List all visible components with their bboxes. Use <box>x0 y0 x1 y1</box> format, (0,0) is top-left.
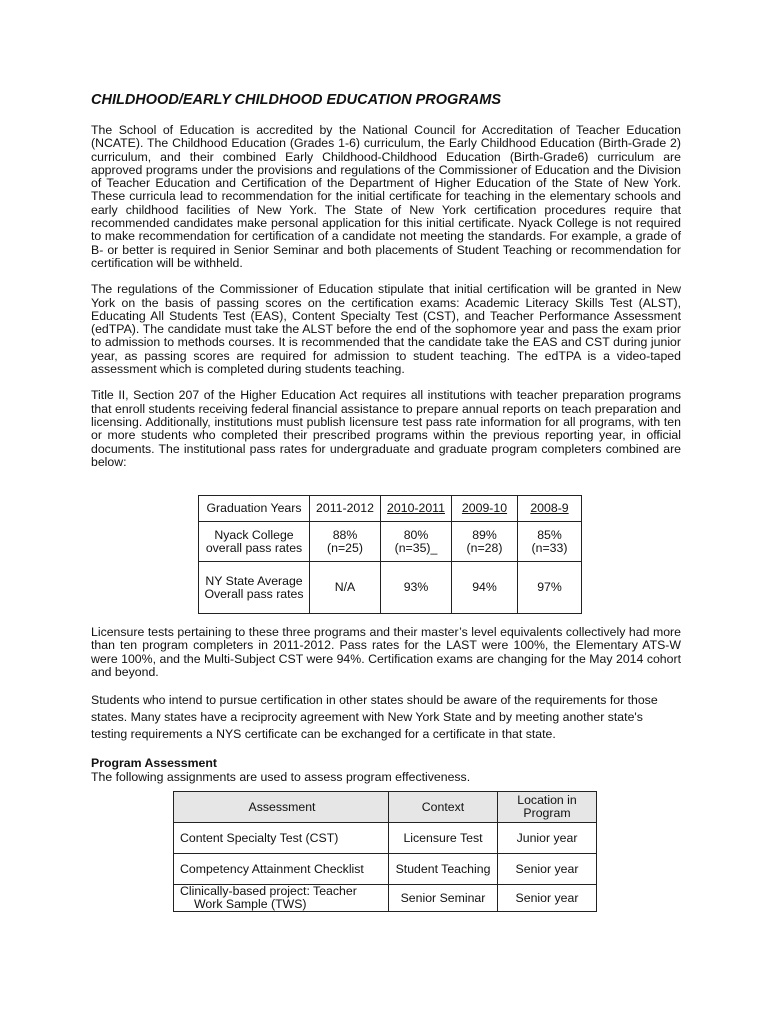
year-2009-10: 2009-10 <box>452 496 518 522</box>
state-rate: 94% <box>452 562 518 614</box>
pass-rates-header-row <box>199 496 582 522</box>
nyack-count: (n=28) <box>466 540 503 555</box>
page-title: CHILDHOOD/EARLY CHILDHOOD EDUCATION PROGRAMS <box>91 92 502 108</box>
assessment-context: Student Teaching <box>389 854 498 885</box>
state-rate: 93% <box>381 562 452 614</box>
assessment-header-row <box>174 792 597 823</box>
location-column-header: Location in Program <box>498 792 597 823</box>
table-row <box>174 823 597 854</box>
licensure-paragraph: Licensure tests pertaining to these three programs and their master’s level equivalents collectively had more than ten program completers in 2011-2012. Pass rates for the LAST were 100%, the Elementary ATS-W were 100%, and the Multi-Subject CST were 94%. Certification exams are changing for the May 2014 cohort and beyond. <box>91 625 681 679</box>
nyack-rate-cell <box>381 522 452 562</box>
assessment-location: Junior year <box>498 823 597 854</box>
table-row <box>174 854 597 885</box>
nyack-label: Nyack College overall pass rates <box>199 522 310 562</box>
assessment-column-header: Assessment <box>174 792 389 823</box>
program-assessment-table <box>173 791 597 912</box>
nyack-count: (n=25) <box>327 540 363 555</box>
after-table-section <box>91 626 681 784</box>
state-rate: 97% <box>518 562 582 614</box>
assessment-location: Senior year <box>498 854 597 885</box>
assessment-context: Licensure Test <box>389 823 498 854</box>
nyack-count: (n=35)_ <box>394 540 438 555</box>
graduation-years-label: Graduation Years <box>199 496 310 522</box>
table-row <box>174 885 597 912</box>
nyack-rate-cell <box>452 522 518 562</box>
nyack-rate: 85% <box>537 527 562 542</box>
assessment-name <box>174 885 389 912</box>
nyack-rate: 89% <box>472 527 497 542</box>
state-label: NY State Average Overall pass rates <box>199 562 310 614</box>
year-2011-2012: 2011-2012 <box>310 496 381 522</box>
assessment-context: Senior Seminar <box>389 885 498 912</box>
certification-exams-paragraph: The regulations of the Commissioner of Education stipulate that initial certification will be granted in New York on the basis of passing scores on the certification exams: Academic Literacy Skills Test (ALST), Educating All Students Test (EAS), Content Specialty Test (CST), and Teacher Performance Assessment (edTPA). The candidate must take the ALST before the end of the sophomore year and pass the exam prior to admission to methods courses. It is recommended that the candidate take the EAS and CST during junior year, as passing scores are required for admission to student teaching. The edTPA is a video-taped assessment which is completed during students teaching. <box>91 282 681 377</box>
other-states-paragraph: Students who intend to pursue certification in other states should be aware of the requirements for those states. Many states have a reciprocity agreement with New York State and by meeting another state's testing requirements a NYS certificate can be exchanged for a certificate in that state. <box>91 693 658 742</box>
nyack-rate: 80% <box>403 527 429 542</box>
nyack-rate-cell <box>518 522 582 562</box>
accreditation-paragraph: The School of Education is accredited by the National Council for Accreditation of Teacher Education (NCATE). The Childhood Education (Grades 1-6) curriculum, the Early Childhood Education (Birth-Grade 2) curriculum, and their combined Early Childhood-Childhood Education (Birth-Grade6) curriculum are approved programs under the provisions and regulations of the Commissioner of Education and the Division of Teacher Education and Certification of the Department of Higher Education of the State of New York. These curricula lead to recommendation for the initial certificate for teaching in the elementary schools and early childhood facilities of New York. The State of New York certification procedures require that recommended candidates make personal application for this initial certificate. Nyack College is not required to make recommendation for certification of a candidate not meeting the standards. For example, a grade of B- or better is required in Senior Seminar and both placements of Student Teaching or recommendation for certification will be withheld. <box>91 123 681 270</box>
assessment-name: Competency Attainment Checklist <box>174 854 389 885</box>
pass-rates-table <box>198 495 582 614</box>
state-rate: N/A <box>310 562 381 614</box>
nyack-rate: 88% <box>332 527 358 542</box>
state-pass-rates-row <box>199 562 582 614</box>
document-body <box>91 92 681 482</box>
assessment-name-line1: Clinically-based project: Teacher <box>180 884 357 898</box>
assessment-name-line2: Work Sample (TWS) <box>194 897 307 911</box>
assessment-name: Content Specialty Test (CST) <box>174 823 389 854</box>
year-2008-9: 2008-9 <box>518 496 582 522</box>
nyack-pass-rates-row <box>199 522 582 562</box>
nyack-rate-cell <box>310 522 381 562</box>
assessment-location: Senior year <box>498 885 597 912</box>
program-assessment-intro: The following assignments are used to assess program effectiveness. <box>91 770 471 785</box>
year-2010-2011: 2010-2011 <box>381 496 452 522</box>
program-assessment-heading: Program Assessment <box>91 756 217 771</box>
title-ii-paragraph: Title II, Section 207 of the Higher Education Act requires all institutions with teacher preparation programs that enroll students receiving federal financial assistance to prepare annual reports on teach preparation and licensing. Additionally, institutions must publish licensure test pass rate information for all programs, with ten or more students who completed their prescribed programs within the previous reporting year, in official documents. The institutional pass rates for undergraduate and graduate program completers combined are below: <box>91 388 681 469</box>
context-column-header: Context <box>389 792 498 823</box>
nyack-count: (n=33) <box>531 540 568 555</box>
